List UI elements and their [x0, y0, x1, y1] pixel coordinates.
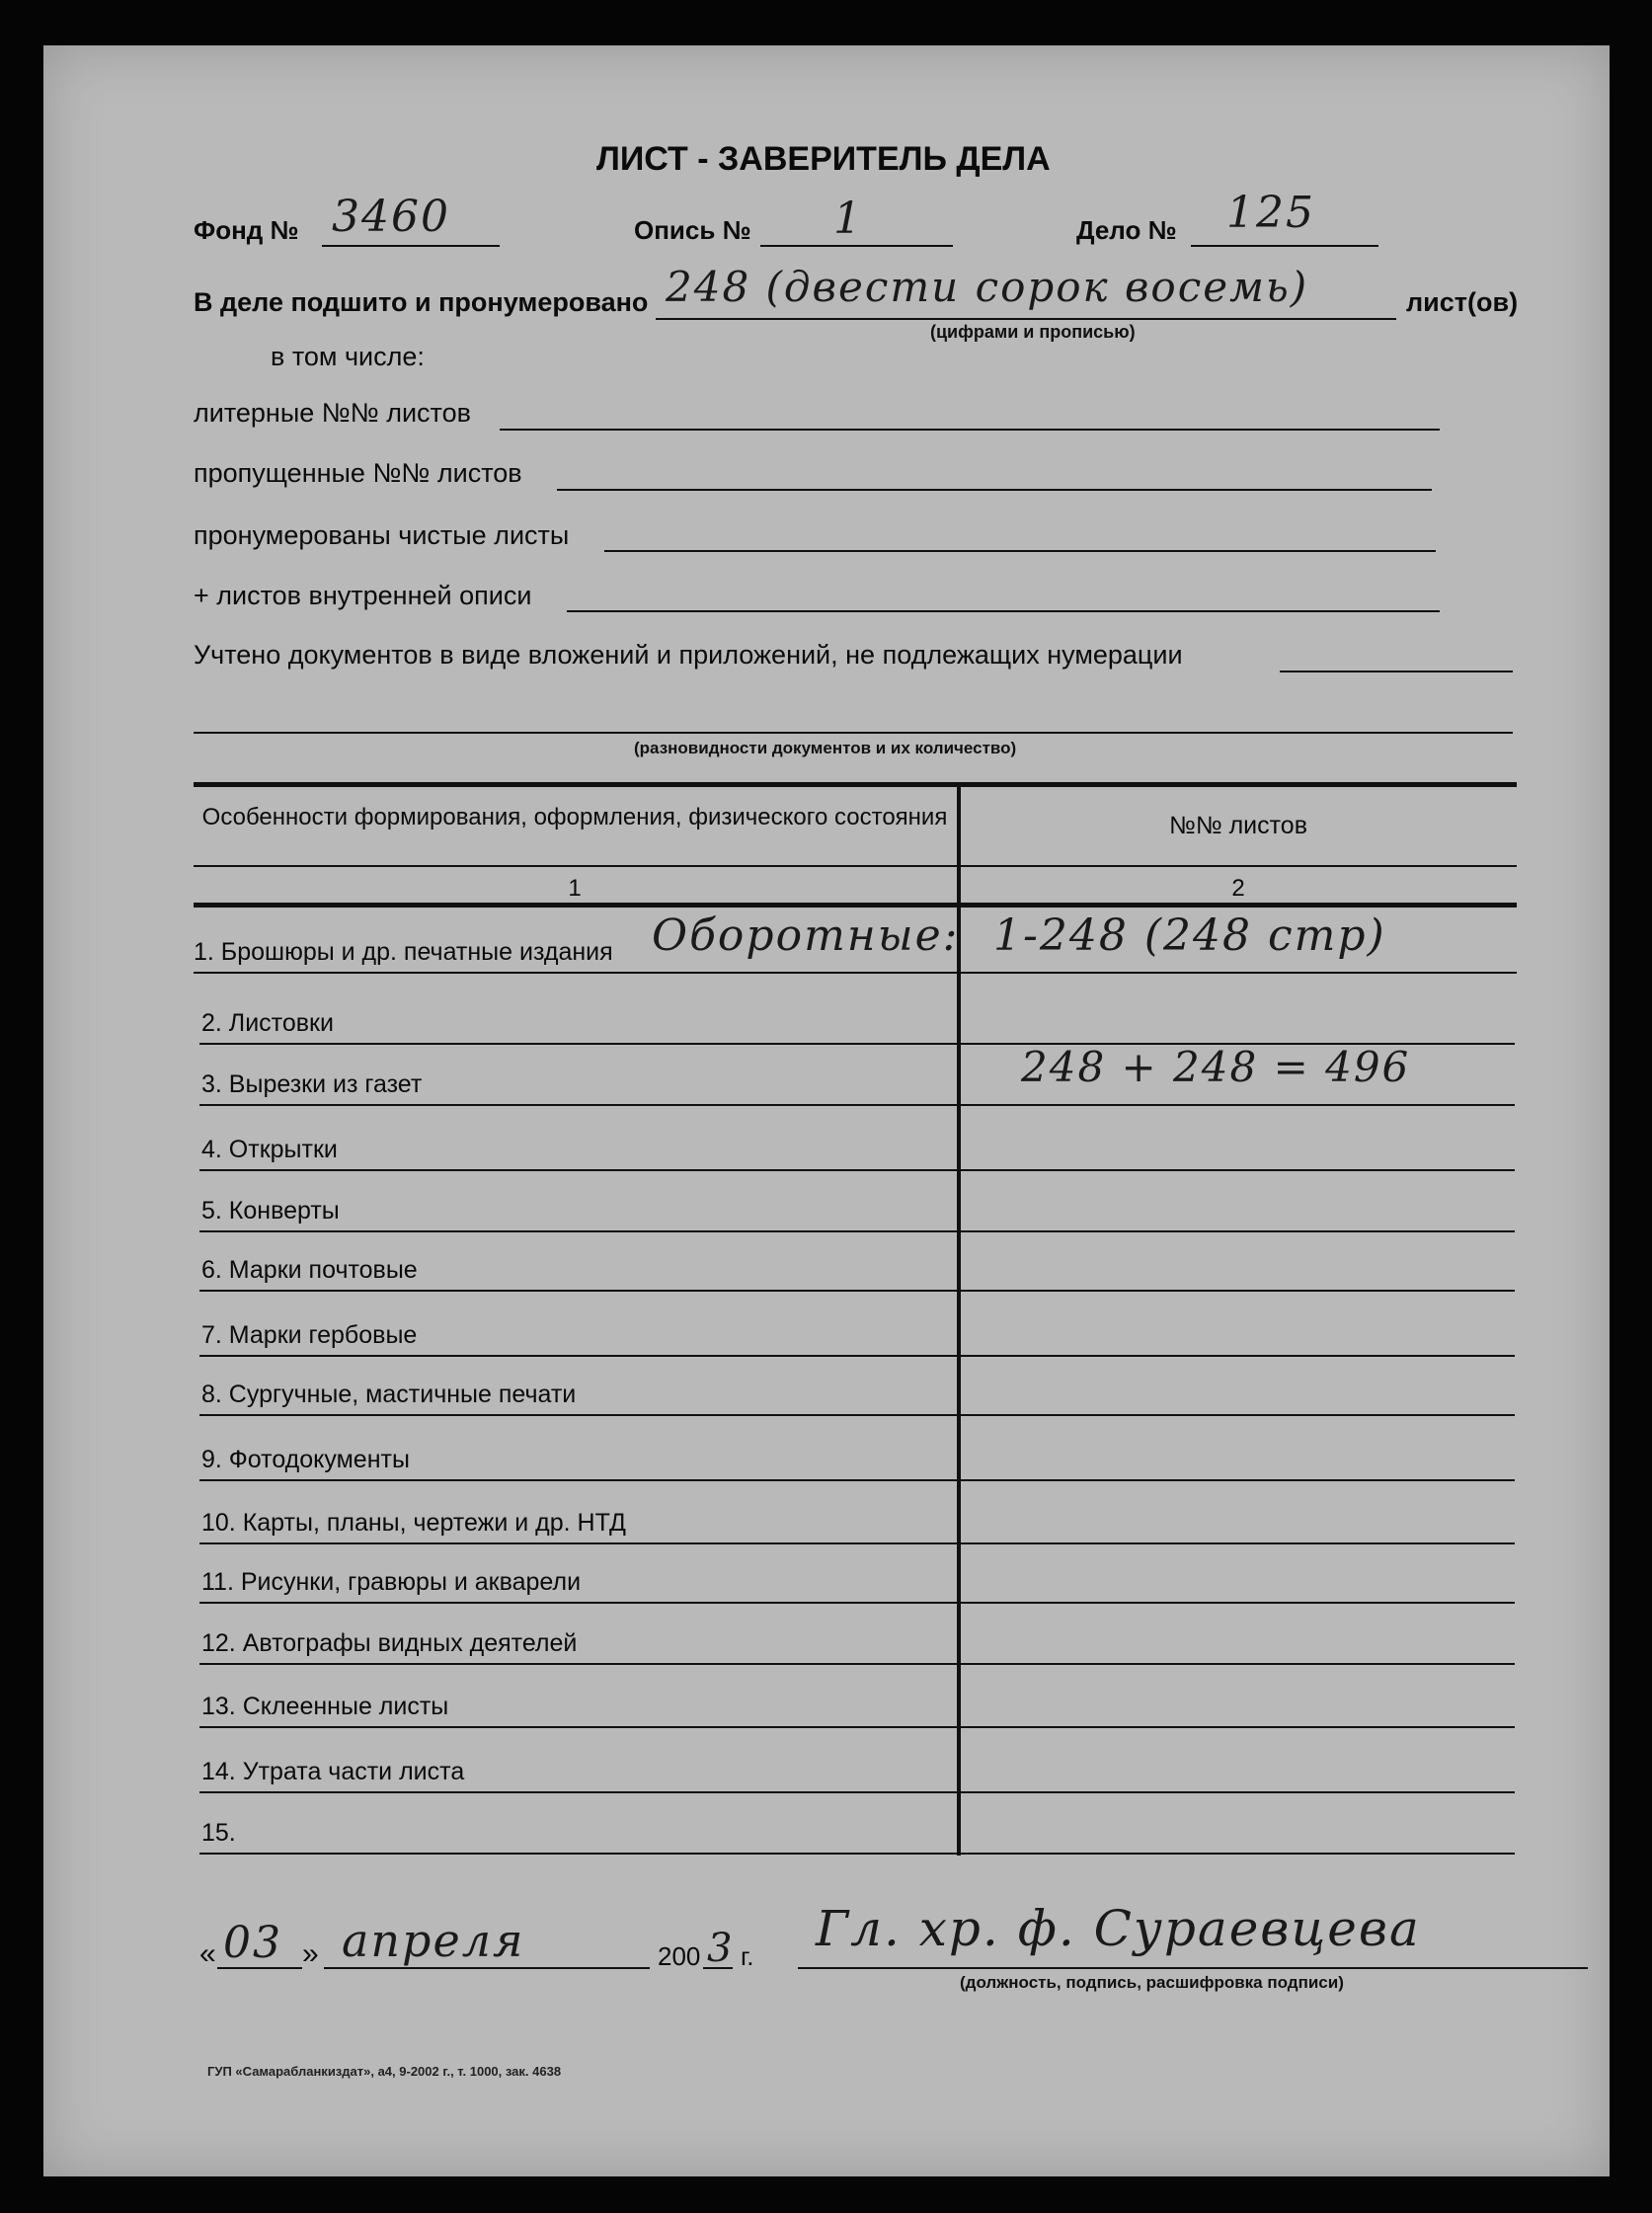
table-row-sheets: 1-248 (248 стр) [993, 910, 1386, 961]
date-year-suffix: г. [741, 1941, 754, 1971]
date-year-digit: 3 [707, 1926, 735, 1971]
fond-value: 3460 [332, 192, 450, 242]
table-row-line [199, 1479, 1515, 1481]
summary-hint: (цифрами и прописью) [930, 322, 1136, 342]
table-row-label: 4. Открытки [201, 1136, 338, 1163]
table-row-label: 13. Склеенные листы [201, 1693, 449, 1720]
table-row-line [199, 1104, 1515, 1106]
col2-header: №№ листов [1169, 812, 1307, 839]
table-row-label: 12. Автографы видных деятелей [201, 1629, 578, 1657]
date-quote-open: « [199, 1937, 216, 1970]
date-year-prefix: 200 [658, 1941, 701, 1971]
table-row-line [199, 1542, 1515, 1544]
table-row-label: 2. Листовки [201, 1009, 334, 1037]
date-month: апреля [342, 1914, 525, 1967]
table-row-line [199, 1602, 1515, 1604]
field-missing-sheets: пропущенные №№ листов [194, 458, 522, 488]
signature: Гл. хр. ф. Сураевцева [816, 1900, 1421, 1957]
field-inventory-line[interactable] [567, 610, 1440, 612]
table-row-label: 3. Вырезки из газет [201, 1070, 423, 1098]
signature-hint: (должность, подпись, расшифровка подписи) [960, 1973, 1344, 1992]
table-top-border [194, 782, 1517, 787]
field-blank-sheets: пронумерованы чистые листы [194, 520, 570, 550]
table-row-label: 9. Фотодокументы [201, 1446, 410, 1473]
table-row-label: 8. Сургучные, мастичные печати [201, 1381, 577, 1408]
table-row-label: 6. Марки почтовые [201, 1256, 418, 1284]
date-year-line[interactable] [703, 1967, 733, 1969]
attachments-hint: (разновидности документов и их количество) [634, 739, 1017, 757]
table-row-sheets: 248 + 248 = 496 [1021, 1043, 1411, 1091]
date-month-line[interactable] [324, 1967, 650, 1969]
including-label: в том числе: [271, 342, 425, 371]
field-blank-line[interactable] [604, 550, 1436, 552]
table-row-line [199, 1663, 1515, 1665]
table-row-line [199, 1355, 1515, 1357]
summary-value: 248 (двести сорок восемь) [666, 263, 1309, 311]
table-row-label: 7. Марки гербовые [201, 1321, 418, 1349]
fond-underline [322, 245, 500, 247]
delo-label: Дело № [1076, 215, 1177, 245]
table-row-line [199, 1726, 1515, 1728]
fond-label: Фонд № [194, 215, 299, 245]
table-row-label: 1. Брошюры и др. печатные издания [194, 938, 613, 966]
summary-label: В деле подшито и пронумеровано [194, 287, 649, 317]
opis-value: 1 [833, 194, 863, 244]
date-quote-close: » [302, 1937, 319, 1970]
attachments-line-2[interactable] [194, 732, 1513, 734]
printer-imprint: ГУП «Самарабланкиздат», а4, 9-2002 г., т. 1000, зак. 4638 [207, 2064, 562, 2079]
table-row-label: 15. [201, 1819, 236, 1847]
col1-number: 1 [568, 875, 582, 902]
delo-value: 125 [1226, 188, 1315, 238]
table-header-line [194, 865, 1517, 867]
col2-number: 2 [1231, 875, 1245, 902]
field-literal-sheets: литерные №№ листов [194, 398, 471, 428]
attachments-label: Учтено документов в виде вложений и приложений, не подлежащих нумерации [194, 640, 1183, 670]
delo-underline [1191, 245, 1378, 247]
table-row-line [199, 1169, 1515, 1171]
table-row-label: 14. Утрата части листа [201, 1758, 465, 1785]
table-row-label: 11. Рисунки, гравюры и акварели [201, 1568, 582, 1596]
table-row-note: Оборотные: [652, 910, 960, 961]
table-row-line [199, 1791, 1515, 1793]
table-row-line [194, 972, 1517, 974]
date-day: 03 [223, 1918, 282, 1968]
field-internal-inventory: + листов внутренней описи [194, 581, 532, 610]
opis-underline [760, 245, 953, 247]
signature-line[interactable] [798, 1967, 1588, 1969]
field-missing-line[interactable] [557, 489, 1432, 491]
table-row-line [199, 1230, 1515, 1232]
field-literal-line[interactable] [500, 429, 1440, 431]
attachments-line-1[interactable] [1280, 671, 1513, 672]
col1-header: Особенности формирования, оформления, физического состояния [201, 804, 948, 830]
document-sheet [43, 45, 1610, 2176]
table-row-line [199, 1290, 1515, 1292]
summary-underline [656, 318, 1396, 320]
table-row-label: 5. Конверты [201, 1197, 340, 1225]
document-title: ЛИСТ - ЗАВЕРИТЕЛЬ ДЕЛА [596, 140, 1051, 178]
table-number-line [194, 903, 1517, 908]
table-row-line [199, 1414, 1515, 1416]
date-day-line[interactable] [217, 1967, 302, 1969]
opis-label: Опись № [634, 215, 751, 245]
table-row-line [199, 1853, 1515, 1855]
table-row-label: 10. Карты, планы, чертежи и др. НТД [201, 1509, 626, 1537]
summary-suffix: лист(ов) [1406, 287, 1519, 317]
